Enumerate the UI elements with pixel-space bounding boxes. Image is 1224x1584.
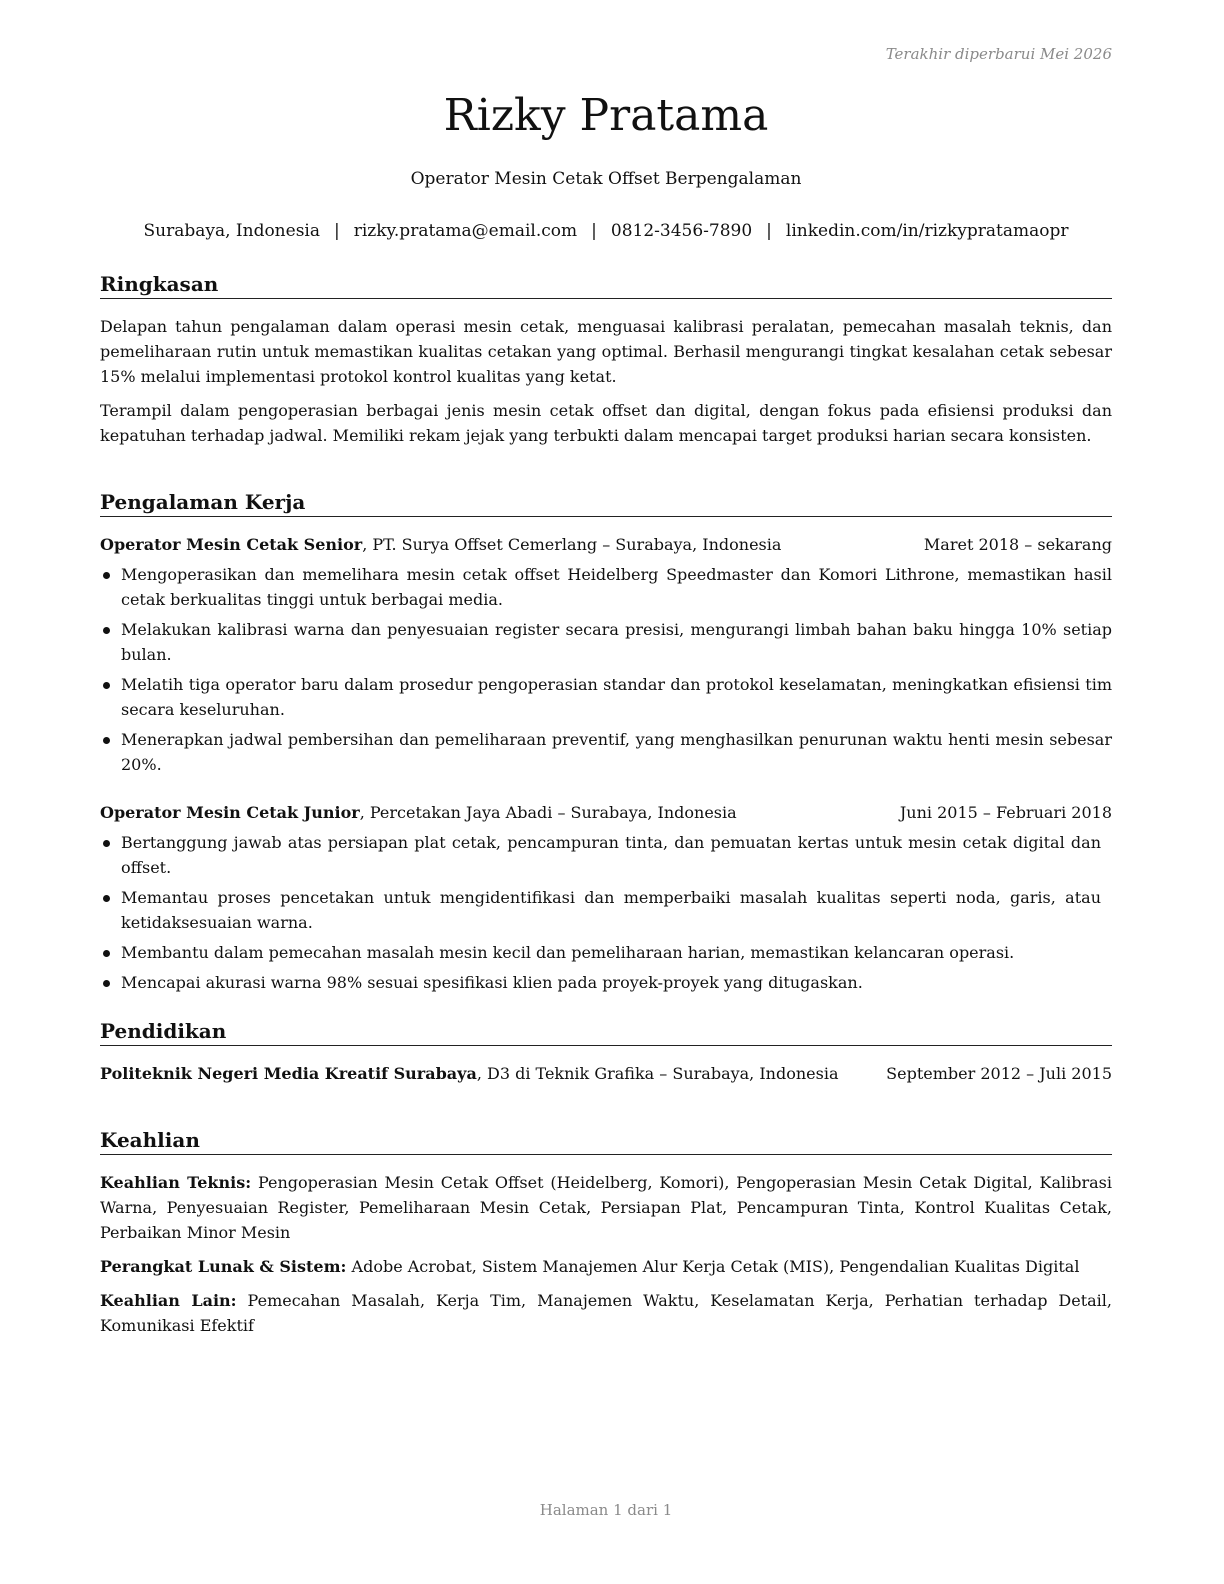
- bullet-icon: [103, 572, 110, 579]
- list-item: [100, 617, 1112, 667]
- bullet-text: Mengoperasikan dan memelihara mesin cetak offset Heidelberg Speedmaster dan Komori Lithrone, memastikan hasil cetak berkualitas tinggi untuk berbagai media.: [121, 565, 1112, 609]
- candidate-headline: Operator Mesin Cetak Offset Berpengalaman: [410, 169, 802, 189]
- bullet-icon: [103, 627, 110, 634]
- education-school: Politeknik Negeri Media Kreatif Surabaya: [100, 1064, 477, 1083]
- page-number-footer: Halaman 1 dari 1: [539, 1501, 673, 1519]
- section-title-summary: Ringkasan: [100, 271, 1112, 299]
- last-updated-note: Terakhir diperbarui Mei 2026: [885, 45, 1112, 63]
- contact-phone: 0812-3456-7890: [610, 221, 753, 241]
- job-role: Operator Mesin Cetak Junior: [100, 803, 360, 822]
- section-title-skills: Keahlian: [100, 1127, 1112, 1155]
- contact-email[interactable]: rizky.pratama@email.com: [353, 221, 578, 241]
- job-title-company: [100, 800, 737, 825]
- skill-group-value: Pengoperasian Mesin Cetak Offset (Heidelberg, Komori), Pengoperasian Mesin Cetak Digital, Kalibrasi Warna, Penyesuaian Register, Pemeliharaan Mesin Cetak, Persiapan Plat, Pencampuran Tinta, Kontrol Kualitas Cetak, Perbaikan Minor Mesin: [100, 1173, 1113, 1242]
- summary-paragraph: Delapan tahun pengalaman dalam operasi mesin cetak, menguasai kalibrasi peralatan, pemecahan masalah teknis, dan pemeliharaan rutin untuk memastikan kualitas cetakan yang optimal. Berhasil mengurangi tingkat kesalahan cetak sebesar 15% melalui implementasi protokol kontrol kualitas yang ketat.: [100, 317, 1112, 386]
- job-bullet-list: [100, 830, 1101, 1000]
- list-item: [100, 562, 1112, 612]
- list-item: [100, 885, 1101, 935]
- resume-page: [100, 0, 1112, 1584]
- summary-paragraph: Terampil dalam pengoperasian berbagai jenis mesin cetak offset dan digital, dengan fokus pada efisiensi produksi dan kepatuhan terhadap jadwal. Memiliki rekam jejak yang terbukti dalam mencapai target produksi harian secara konsisten.: [100, 401, 1112, 445]
- bullet-text: Membantu dalam pemecahan masalah mesin kecil dan pemeliharaan harian, memastikan kelancaran operasi.: [121, 943, 1015, 962]
- job-dates: Juni 2015 – Februari 2018: [899, 803, 1112, 822]
- skill-group-label: Keahlian Teknis:: [100, 1173, 252, 1192]
- job-role: Operator Mesin Cetak Senior: [100, 535, 363, 554]
- list-item: [100, 727, 1112, 777]
- job-header: [100, 532, 1112, 557]
- list-item: [100, 970, 1101, 995]
- bullet-text: Melakukan kalibrasi warna dan penyesuaian register secara presisi, mengurangi limbah bahan baku hingga 10% setiap bulan.: [121, 620, 1112, 664]
- education-dates: September 2012 – Juli 2015: [886, 1064, 1112, 1083]
- bullet-text: Melatih tiga operator baru dalam prosedur pengoperasian standar dan protokol keselamatan, meningkatkan efisiensi tim secara keseluruhan.: [121, 675, 1112, 719]
- skill-group-value: Pemecahan Masalah, Kerja Tim, Manajemen Waktu, Keselamatan Kerja, Perhatian terhadap Detail, Komunikasi Efektif: [100, 1291, 1113, 1335]
- education-entry: [100, 1061, 1112, 1086]
- skill-group: [100, 1288, 1112, 1338]
- job-company: , Percetakan Jaya Abadi – Surabaya, Indonesia: [359, 803, 737, 822]
- section-title-education: Pendidikan: [100, 1018, 1112, 1046]
- education-detail: , D3 di Teknik Grafika – Surabaya, Indonesia: [476, 1064, 839, 1083]
- skill-group: [100, 1254, 1112, 1279]
- bullet-text: Memantau proses pencetakan untuk mengidentifikasi dan memperbaiki masalah kualitas seperti noda, garis, atau ketidaksesuaian warna.: [121, 888, 1101, 932]
- list-item: [100, 940, 1101, 965]
- bullet-icon: [103, 737, 110, 744]
- list-item: [100, 672, 1112, 722]
- job-title-company: [100, 532, 781, 557]
- bullet-text: Bertanggung jawab atas persiapan plat cetak, pencampuran tinta, dan pemuatan kertas untuk mesin cetak digital dan offset.: [121, 833, 1101, 877]
- job-company: , PT. Surya Offset Cemerlang – Surabaya, Indonesia: [362, 535, 782, 554]
- bullet-icon: [103, 895, 110, 902]
- candidate-name: Rizky Pratama: [443, 90, 769, 141]
- bullet-text: Mencapai akurasi warna 98% sesuai spesifikasi klien pada proyek-proyek yang ditugaskan.: [121, 973, 863, 992]
- job-header: [100, 800, 1112, 825]
- contact-separator: |: [334, 221, 340, 241]
- skill-group-label: Perangkat Lunak & Sistem:: [100, 1257, 347, 1276]
- job-bullet-list: [100, 562, 1112, 782]
- section-title-experience: Pengalaman Kerja: [100, 489, 1112, 517]
- contact-linkedin[interactable]: linkedin.com/in/rizkypratamaopr: [785, 221, 1069, 241]
- contact-location: Surabaya, Indonesia: [143, 221, 320, 241]
- bullet-icon: [103, 950, 110, 957]
- skill-group: [100, 1170, 1112, 1245]
- bullet-icon: [103, 682, 110, 689]
- contact-line: [100, 219, 1112, 243]
- list-item: [100, 830, 1101, 880]
- bullet-text: Menerapkan jadwal pembersihan dan pemeliharaan preventif, yang menghasilkan penurunan waktu henti mesin sebesar 20%.: [121, 730, 1112, 774]
- contact-separator: |: [766, 221, 772, 241]
- bullet-icon: [103, 980, 110, 987]
- job-dates: Maret 2018 – sekarang: [923, 535, 1112, 554]
- skill-group-label: Keahlian Lain:: [100, 1291, 237, 1310]
- contact-separator: |: [591, 221, 597, 241]
- skill-group-value: Adobe Acrobat, Sistem Manajemen Alur Kerja Cetak (MIS), Pengendalian Kualitas Digital: [351, 1257, 1080, 1276]
- bullet-icon: [103, 840, 110, 847]
